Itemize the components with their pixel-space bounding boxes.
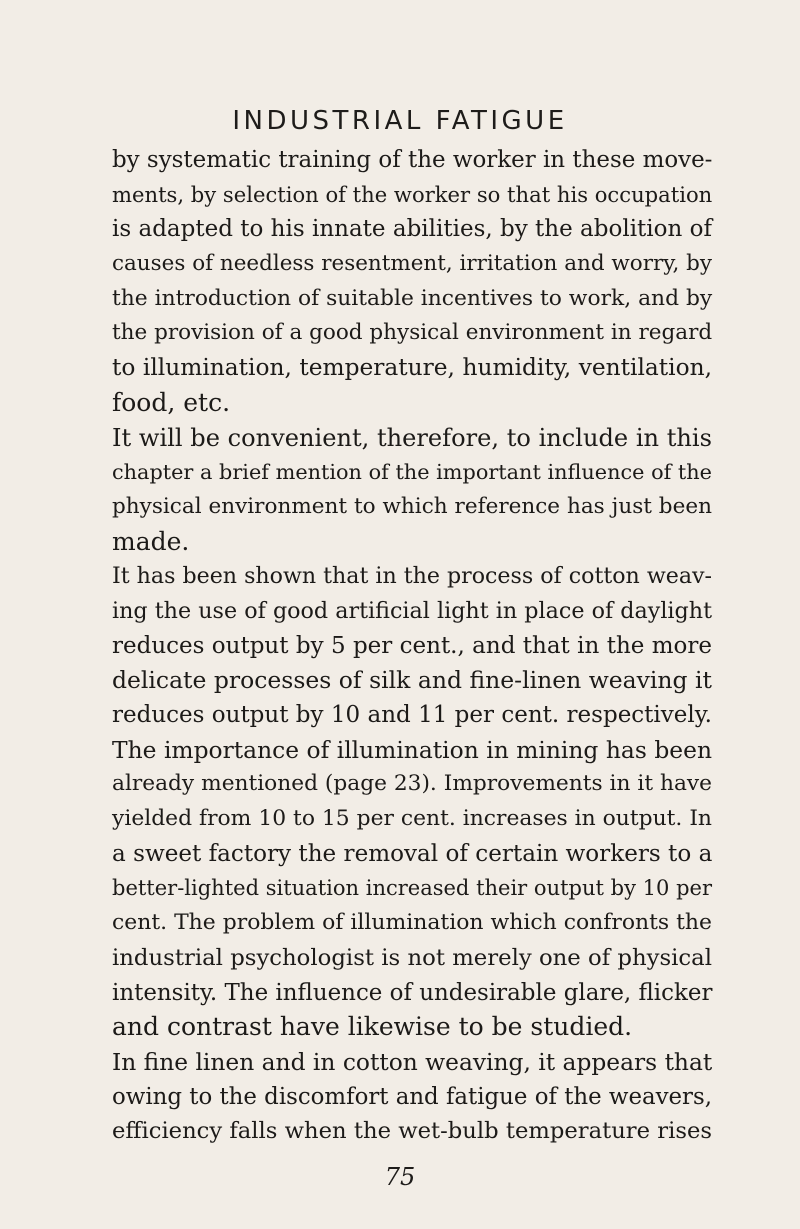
text-line: reduces output by 10 and 11 per cent. respectively.: [112, 702, 712, 728]
text-line: efficiency falls when the wet-bulb temperature rises: [112, 1118, 712, 1145]
text-line: the provision of a good physical environment in regard: [112, 320, 713, 346]
text-line: to illumination, temperature, humidity, ventilation,: [112, 354, 712, 382]
text-line: delicate processes of silk and fine-linen weaving it: [112, 666, 712, 695]
text-line: In fine linen and in cotton weaving, it appears that: [112, 1047, 713, 1076]
text-line: yielded from 10 to 15 per cent. increases in output. In: [112, 806, 712, 832]
text-line: owing to the discomfort and fatigue of the weavers,: [112, 1083, 712, 1110]
body-text: [112, 143, 712, 1149]
text-line: better-lighted situation increased their output by 10 per: [112, 875, 712, 901]
text-line: ments, by selection of the worker so that his occupation: [112, 181, 713, 207]
text-line: food, etc.: [112, 387, 231, 417]
text-line: ing the use of good artificial light in place of daylight: [112, 597, 712, 624]
text-line: the introduction of suitable incentives to work, and by: [112, 285, 713, 311]
text-line: chapter a brief mention of the important influence of the: [112, 460, 712, 485]
text-line: physical environment to which reference has just been: [112, 493, 712, 519]
text-line: already mentioned (page 23). Improvements in it have: [112, 771, 712, 797]
text-line: and contrast have likewise to be studied.: [112, 1012, 633, 1042]
text-line: a sweet factory the removal of certain workers to a: [112, 840, 713, 867]
text-line: industrial psychologist is not merely one of physical: [112, 944, 712, 971]
text-line: is adapted to his innate abilities, by the abolition of: [112, 216, 712, 243]
running-head: INDUSTRIAL FATIGUE: [232, 106, 568, 136]
text-line: made.: [112, 526, 190, 556]
text-line: by systematic training of the worker in these move-: [112, 147, 713, 173]
text-line: intensity. The influence of undesirable glare, flicker: [112, 979, 713, 1006]
text-line: It has been shown that in the process of cotton weav-: [112, 563, 712, 590]
text-line: It will be convenient, therefore, to include in this: [112, 423, 712, 452]
text-line: cent. The problem of illumination which confronts the: [112, 910, 712, 936]
text-line: causes of needless resentment, irritation and worry, by: [112, 251, 712, 277]
text-line: reduces output by 5 per cent., and that in the more: [112, 632, 712, 659]
text-line: The importance of illumination in mining has been: [112, 735, 712, 764]
page-number: 75: [384, 1163, 416, 1191]
